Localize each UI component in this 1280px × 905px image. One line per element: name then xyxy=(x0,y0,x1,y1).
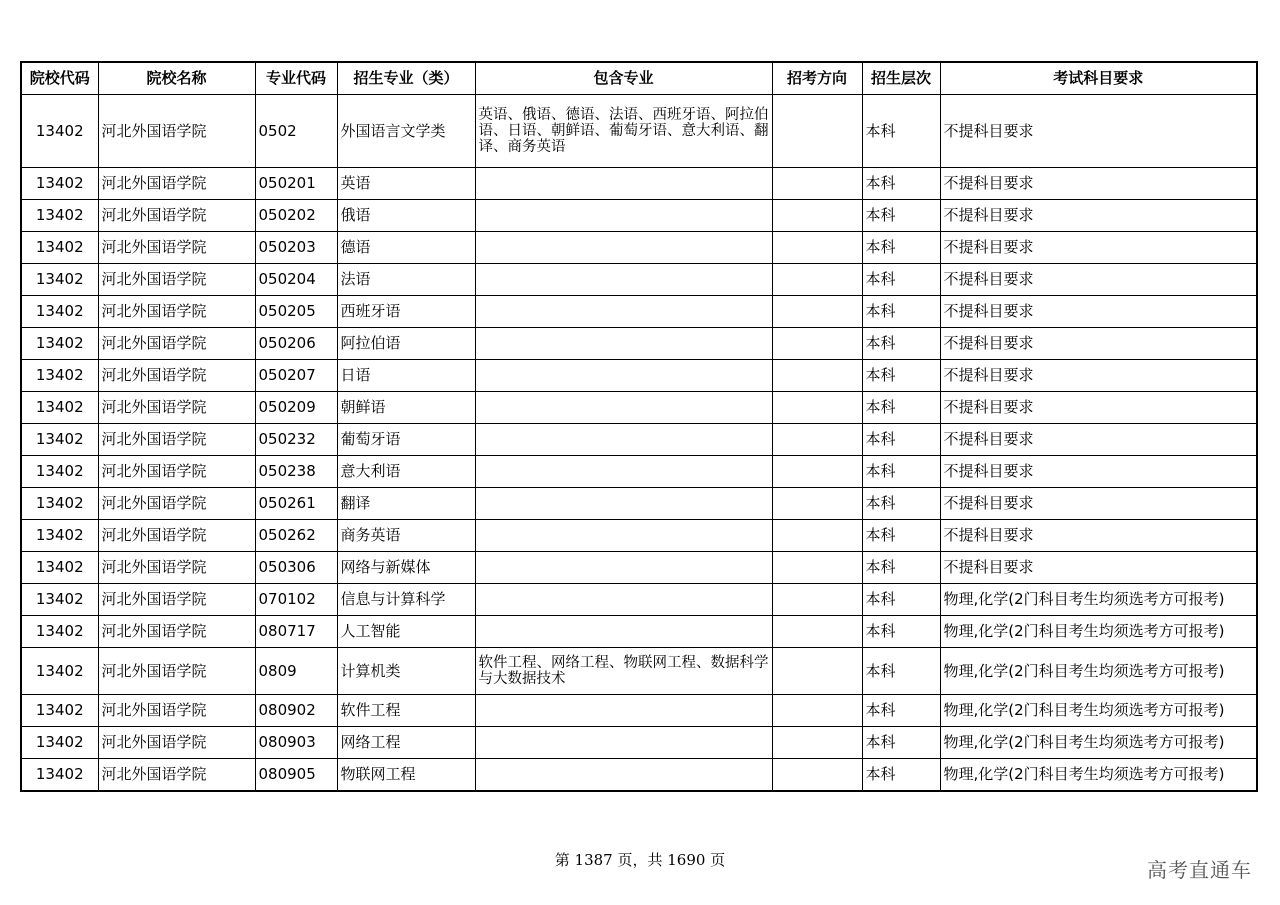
cell-included-majors: 英语、俄语、德语、法语、西班牙语、阿拉伯语、日语、朝鲜语、葡萄牙语、意大利语、翻译、商务英语 xyxy=(475,95,772,168)
cell-school-code: 13402 xyxy=(21,616,98,648)
cell-subject-requirement: 物理,化学(2门科目考生均须选考方可报考) xyxy=(940,695,1257,727)
cell-subject-requirement: 不提科目要求 xyxy=(940,264,1257,296)
cell-major-code: 080903 xyxy=(255,727,337,759)
cell-subject-requirement: 不提科目要求 xyxy=(940,520,1257,552)
cell-level: 本科 xyxy=(862,552,940,584)
admission-table xyxy=(20,61,1258,792)
cell-school-name: 河北外国语学院 xyxy=(98,264,255,296)
cell-included-majors xyxy=(475,232,772,264)
cell-direction xyxy=(772,232,862,264)
cell-subject-requirement: 不提科目要求 xyxy=(940,360,1257,392)
cell-school-code: 13402 xyxy=(21,424,98,456)
cell-major: 德语 xyxy=(337,232,475,264)
cell-school-name: 河北外国语学院 xyxy=(98,584,255,616)
header-subject-requirement: 考试科目要求 xyxy=(940,62,1257,95)
table-row xyxy=(21,232,1257,264)
cell-major-code: 080902 xyxy=(255,695,337,727)
cell-school-code: 13402 xyxy=(21,584,98,616)
cell-major-code: 070102 xyxy=(255,584,337,616)
cell-included-majors xyxy=(475,584,772,616)
cell-major-code: 050232 xyxy=(255,424,337,456)
cell-direction xyxy=(772,552,862,584)
cell-subject-requirement: 不提科目要求 xyxy=(940,232,1257,264)
cell-included-majors xyxy=(475,424,772,456)
cell-school-name: 河北外国语学院 xyxy=(98,392,255,424)
table-row xyxy=(21,759,1257,792)
table-row xyxy=(21,200,1257,232)
cell-school-code: 13402 xyxy=(21,95,98,168)
cell-major: 英语 xyxy=(337,168,475,200)
cell-direction xyxy=(772,695,862,727)
cell-subject-requirement: 不提科目要求 xyxy=(940,296,1257,328)
cell-major: 俄语 xyxy=(337,200,475,232)
table-row xyxy=(21,552,1257,584)
cell-included-majors xyxy=(475,264,772,296)
cell-direction xyxy=(772,727,862,759)
cell-school-name: 河北外国语学院 xyxy=(98,456,255,488)
cell-major: 网络与新媒体 xyxy=(337,552,475,584)
cell-major: 信息与计算科学 xyxy=(337,584,475,616)
cell-included-majors xyxy=(475,200,772,232)
cell-included-majors xyxy=(475,520,772,552)
cell-level: 本科 xyxy=(862,616,940,648)
cell-subject-requirement: 不提科目要求 xyxy=(940,488,1257,520)
cell-included-majors xyxy=(475,456,772,488)
header-school-code: 院校代码 xyxy=(21,62,98,95)
cell-included-majors xyxy=(475,552,772,584)
cell-school-code: 13402 xyxy=(21,759,98,792)
cell-major: 物联网工程 xyxy=(337,759,475,792)
cell-school-name: 河北外国语学院 xyxy=(98,424,255,456)
cell-level: 本科 xyxy=(862,296,940,328)
table-row xyxy=(21,648,1257,695)
cell-major: 阿拉伯语 xyxy=(337,328,475,360)
cell-level: 本科 xyxy=(862,95,940,168)
cell-school-name: 河北外国语学院 xyxy=(98,616,255,648)
cell-subject-requirement: 物理,化学(2门科目考生均须选考方可报考) xyxy=(940,759,1257,792)
cell-school-name: 河北外国语学院 xyxy=(98,759,255,792)
table-row xyxy=(21,727,1257,759)
cell-school-name: 河北外国语学院 xyxy=(98,695,255,727)
cell-direction xyxy=(772,488,862,520)
cell-subject-requirement: 不提科目要求 xyxy=(940,200,1257,232)
page-number: 第 1387 页，共 1690 页 xyxy=(554,851,726,869)
cell-school-code: 13402 xyxy=(21,456,98,488)
cell-included-majors xyxy=(475,296,772,328)
cell-included-majors xyxy=(475,759,772,792)
cell-subject-requirement: 不提科目要求 xyxy=(940,552,1257,584)
cell-major: 软件工程 xyxy=(337,695,475,727)
cell-school-code: 13402 xyxy=(21,552,98,584)
cell-direction xyxy=(772,264,862,296)
table-row xyxy=(21,424,1257,456)
cell-school-code: 13402 xyxy=(21,168,98,200)
cell-major-code: 080905 xyxy=(255,759,337,792)
cell-subject-requirement: 物理,化学(2门科目考生均须选考方可报考) xyxy=(940,584,1257,616)
cell-level: 本科 xyxy=(862,520,940,552)
header-major: 招生专业（类） xyxy=(337,62,475,95)
header-school-name: 院校名称 xyxy=(98,62,255,95)
cell-subject-requirement: 不提科目要求 xyxy=(940,392,1257,424)
cell-major: 葡萄牙语 xyxy=(337,424,475,456)
cell-major: 意大利语 xyxy=(337,456,475,488)
cell-level: 本科 xyxy=(862,392,940,424)
cell-direction xyxy=(772,95,862,168)
cell-major: 翻译 xyxy=(337,488,475,520)
header-included-majors: 包含专业 xyxy=(475,62,772,95)
table-row xyxy=(21,456,1257,488)
cell-school-name: 河北外国语学院 xyxy=(98,648,255,695)
cell-included-majors xyxy=(475,360,772,392)
cell-major: 西班牙语 xyxy=(337,296,475,328)
cell-major-code: 050204 xyxy=(255,264,337,296)
cell-direction xyxy=(772,328,862,360)
header-level: 招生层次 xyxy=(862,62,940,95)
cell-school-code: 13402 xyxy=(21,200,98,232)
watermark-logo: 高考直通车 xyxy=(1147,858,1252,882)
cell-major: 日语 xyxy=(337,360,475,392)
cell-school-code: 13402 xyxy=(21,296,98,328)
cell-school-code: 13402 xyxy=(21,727,98,759)
table-header-row xyxy=(21,62,1257,95)
cell-level: 本科 xyxy=(862,759,940,792)
cell-level: 本科 xyxy=(862,360,940,392)
cell-school-code: 13402 xyxy=(21,360,98,392)
cell-level: 本科 xyxy=(862,168,940,200)
cell-major-code: 0502 xyxy=(255,95,337,168)
cell-school-name: 河北外国语学院 xyxy=(98,95,255,168)
cell-subject-requirement: 不提科目要求 xyxy=(940,456,1257,488)
table-row xyxy=(21,296,1257,328)
header-direction: 招考方向 xyxy=(772,62,862,95)
cell-school-name: 河北外国语学院 xyxy=(98,520,255,552)
cell-school-name: 河北外国语学院 xyxy=(98,727,255,759)
cell-major: 网络工程 xyxy=(337,727,475,759)
cell-direction xyxy=(772,424,862,456)
table-row xyxy=(21,360,1257,392)
cell-major-code: 050202 xyxy=(255,200,337,232)
cell-subject-requirement: 物理,化学(2门科目考生均须选考方可报考) xyxy=(940,727,1257,759)
cell-major-code: 050201 xyxy=(255,168,337,200)
cell-subject-requirement: 物理,化学(2门科目考生均须选考方可报考) xyxy=(940,648,1257,695)
cell-major-code: 050261 xyxy=(255,488,337,520)
cell-school-code: 13402 xyxy=(21,520,98,552)
cell-direction xyxy=(772,200,862,232)
cell-major: 法语 xyxy=(337,264,475,296)
cell-level: 本科 xyxy=(862,648,940,695)
cell-included-majors: 软件工程、网络工程、物联网工程、数据科学与大数据技术 xyxy=(475,648,772,695)
cell-subject-requirement: 不提科目要求 xyxy=(940,424,1257,456)
table-row xyxy=(21,520,1257,552)
cell-included-majors xyxy=(475,616,772,648)
cell-direction xyxy=(772,616,862,648)
cell-direction xyxy=(772,168,862,200)
cell-school-code: 13402 xyxy=(21,392,98,424)
table-row xyxy=(21,584,1257,616)
cell-major: 人工智能 xyxy=(337,616,475,648)
cell-included-majors xyxy=(475,695,772,727)
cell-major-code: 050203 xyxy=(255,232,337,264)
cell-school-name: 河北外国语学院 xyxy=(98,328,255,360)
cell-direction xyxy=(772,759,862,792)
cell-subject-requirement: 不提科目要求 xyxy=(940,168,1257,200)
cell-major: 朝鲜语 xyxy=(337,392,475,424)
cell-school-code: 13402 xyxy=(21,232,98,264)
cell-direction xyxy=(772,360,862,392)
cell-major-code: 050209 xyxy=(255,392,337,424)
header-major-code: 专业代码 xyxy=(255,62,337,95)
cell-included-majors xyxy=(475,488,772,520)
cell-major: 外国语言文学类 xyxy=(337,95,475,168)
cell-level: 本科 xyxy=(862,727,940,759)
cell-included-majors xyxy=(475,392,772,424)
cell-subject-requirement: 物理,化学(2门科目考生均须选考方可报考) xyxy=(940,616,1257,648)
cell-level: 本科 xyxy=(862,488,940,520)
cell-direction xyxy=(772,648,862,695)
cell-major-code: 050206 xyxy=(255,328,337,360)
cell-school-code: 13402 xyxy=(21,264,98,296)
cell-major-code: 050262 xyxy=(255,520,337,552)
cell-school-code: 13402 xyxy=(21,328,98,360)
cell-major-code: 080717 xyxy=(255,616,337,648)
cell-level: 本科 xyxy=(862,328,940,360)
cell-school-name: 河北外国语学院 xyxy=(98,168,255,200)
cell-major-code: 050205 xyxy=(255,296,337,328)
cell-direction xyxy=(772,520,862,552)
cell-major-code: 050207 xyxy=(255,360,337,392)
cell-major: 商务英语 xyxy=(337,520,475,552)
cell-major-code: 050306 xyxy=(255,552,337,584)
cell-level: 本科 xyxy=(862,200,940,232)
cell-level: 本科 xyxy=(862,695,940,727)
cell-level: 本科 xyxy=(862,264,940,296)
cell-school-name: 河北外国语学院 xyxy=(98,200,255,232)
table-row xyxy=(21,95,1257,168)
cell-included-majors xyxy=(475,727,772,759)
cell-direction xyxy=(772,584,862,616)
cell-level: 本科 xyxy=(862,232,940,264)
table-row xyxy=(21,488,1257,520)
cell-school-name: 河北外国语学院 xyxy=(98,360,255,392)
cell-major-code: 050238 xyxy=(255,456,337,488)
cell-level: 本科 xyxy=(862,456,940,488)
table-row xyxy=(21,168,1257,200)
cell-included-majors xyxy=(475,328,772,360)
table-row xyxy=(21,616,1257,648)
cell-subject-requirement: 不提科目要求 xyxy=(940,328,1257,360)
cell-school-name: 河北外国语学院 xyxy=(98,488,255,520)
cell-level: 本科 xyxy=(862,584,940,616)
table-row xyxy=(21,695,1257,727)
cell-school-code: 13402 xyxy=(21,695,98,727)
cell-included-majors xyxy=(475,168,772,200)
cell-direction xyxy=(772,456,862,488)
cell-school-name: 河北外国语学院 xyxy=(98,552,255,584)
cell-school-name: 河北外国语学院 xyxy=(98,232,255,264)
table-row xyxy=(21,264,1257,296)
cell-direction xyxy=(772,296,862,328)
cell-major-code: 0809 xyxy=(255,648,337,695)
cell-level: 本科 xyxy=(862,424,940,456)
table-row xyxy=(21,328,1257,360)
cell-school-code: 13402 xyxy=(21,648,98,695)
cell-subject-requirement: 不提科目要求 xyxy=(940,95,1257,168)
cell-school-name: 河北外国语学院 xyxy=(98,296,255,328)
cell-direction xyxy=(772,392,862,424)
table-row xyxy=(21,392,1257,424)
cell-school-code: 13402 xyxy=(21,488,98,520)
cell-major: 计算机类 xyxy=(337,648,475,695)
